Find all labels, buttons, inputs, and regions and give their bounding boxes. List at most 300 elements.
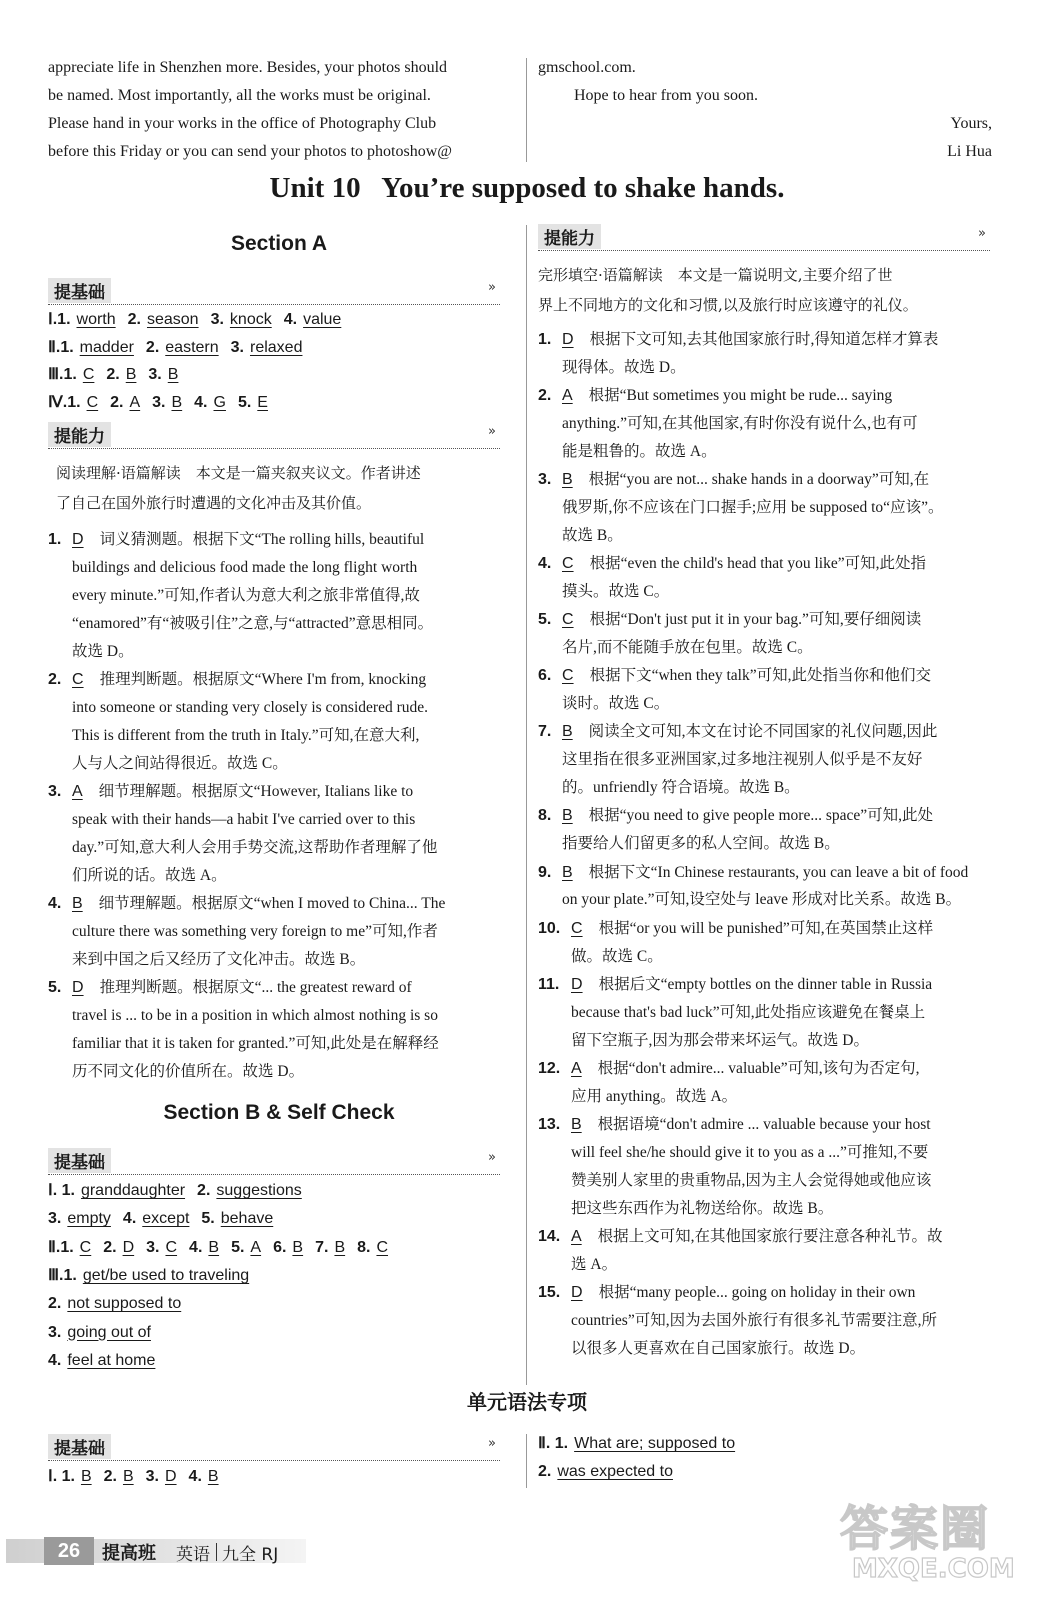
question-line (562, 522, 1000, 550)
answer-row (48, 1323, 151, 1343)
question-number: 3. (538, 471, 552, 489)
answer-row (538, 1462, 673, 1482)
answer-prefix: 2. (538, 1463, 552, 1480)
answer-choice: D (72, 979, 84, 997)
answer-value: G (213, 393, 226, 411)
question-line (562, 438, 1000, 466)
question-item (48, 778, 510, 890)
sec-b-ability-header (538, 226, 990, 251)
answer-prefix: Ⅲ.1. (48, 1266, 77, 1284)
footer-book: 提高班 (102, 1543, 156, 1564)
intro-line: 阅读理解·语篇解读 本文是一篇夹叙夹议文。作者讲述 (56, 464, 421, 482)
answer-choice: C (562, 555, 574, 573)
question-item (538, 382, 1000, 466)
answer-choice: A (562, 387, 573, 405)
answer-prefix: Ⅳ.1. (48, 393, 81, 411)
letter-signature: Li Hua (947, 143, 992, 160)
answer-choice: D (571, 1283, 583, 1301)
question-item (538, 662, 1000, 718)
answer-value: C (86, 393, 99, 411)
question-number: 4. (48, 895, 62, 913)
question-number: 2. (538, 387, 552, 405)
question-text: will feel she/he should give it to you as a ...”可推知,不要 (571, 1143, 929, 1161)
answer-choice: B (72, 895, 83, 913)
letter-closing: Yours, (950, 115, 992, 132)
question-item (538, 1055, 1000, 1111)
footer-grade: 九全 RJ (222, 1545, 279, 1565)
answer-number: 7. (315, 1238, 329, 1256)
question-number: 1. (538, 331, 552, 348)
answer-value: feel at home (67, 1351, 156, 1369)
question-text: 这里指在很多亚洲国家,过多地注视别人似乎是不友好 (562, 751, 923, 769)
sec-b-basics-label: 提基础 (48, 1148, 111, 1173)
question-number: 12. (538, 1059, 561, 1077)
question-line (571, 1111, 1000, 1139)
question-line (72, 722, 510, 750)
question-text: 历不同文化的价值所在。故选 D。 (72, 1063, 305, 1081)
question-text: buildings and delicious food made the long flight worth (72, 558, 418, 576)
question-item (538, 971, 1000, 1055)
footer (6, 1537, 306, 1565)
question-text: 根据“or you will be punished”可知,在英国禁止这样 (598, 919, 934, 937)
question-line (562, 578, 1000, 606)
question-line (571, 1251, 1000, 1279)
answer-value: C (165, 1238, 178, 1256)
question-line (562, 354, 1000, 382)
question-text: 阅读全文可知,本文在讨论不同国家的礼仪问题,因此 (588, 723, 938, 741)
chevron-right-icon: » (488, 280, 496, 295)
watermark (840, 1490, 1050, 1595)
answer-value: season (146, 311, 199, 328)
question-number: 6. (538, 667, 552, 685)
answer-number: 3. (148, 366, 162, 383)
question-line (571, 1055, 1000, 1083)
question-text: 赞美别人家里的贵重物品,因为主人会觉得她或他应该 (571, 1171, 932, 1189)
question-line (72, 526, 510, 554)
answer-value: madder (79, 338, 134, 356)
sec-a-basics-label: 提基础 (48, 278, 111, 303)
question-text: on your plate.”可知,设空处与 leave 形成对比关系。故选 B。 (562, 891, 962, 909)
answer-choice: C (571, 919, 583, 937)
question-line (72, 610, 510, 638)
question-number: 5. (48, 979, 62, 997)
question-line (72, 554, 510, 582)
answer-value: B (292, 1238, 304, 1256)
question-number: 5. (538, 611, 552, 629)
answer-number: 8. (357, 1238, 371, 1256)
question-text: into someone or standing very closely is considered rude. (72, 698, 428, 716)
watermark-url: MXQE.COM (852, 1554, 1015, 1584)
section-a-title: Section A (230, 232, 328, 255)
question-line (72, 694, 510, 722)
question-item (538, 606, 1000, 662)
question-text: 能是粗鲁的。故选 A。 (562, 442, 717, 460)
question-number: 10. (538, 919, 561, 937)
question-line (562, 410, 1000, 438)
question-text: 留下空瓶子,因为那会带来坏运气。故选 D。 (571, 1031, 869, 1049)
question-text: 故选 D。 (72, 642, 134, 660)
question-line (562, 774, 1000, 802)
question-number: 15. (538, 1283, 561, 1301)
question-line (571, 943, 1000, 971)
question-line (562, 859, 1000, 887)
question-line (72, 582, 510, 610)
answer-value: behave (220, 1210, 274, 1228)
question-item (538, 466, 1000, 550)
answer-choice: A (571, 1059, 582, 1077)
answer-choice: B (562, 807, 573, 825)
question-item (538, 1111, 1000, 1223)
answer-number: 5. (237, 393, 252, 411)
question-text: day.”可知,意大利人会用手势交流,这帮助作者理解了他 (72, 838, 438, 856)
answer-row (48, 310, 341, 330)
question-line (571, 915, 1000, 943)
answer-choice: B (562, 863, 573, 881)
question-item (538, 1223, 1000, 1279)
question-line (562, 550, 1000, 578)
answer-row (48, 365, 178, 385)
answer-number: 2. (127, 311, 141, 328)
top-left-text (48, 54, 510, 166)
question-line (571, 1335, 1000, 1363)
sec-a-ability-header (48, 424, 500, 449)
answer-row (48, 1181, 302, 1201)
grammar-basics-label: 提基础 (48, 1434, 111, 1459)
question-line (562, 718, 1000, 746)
question-text: 们所说的话。故选 A。 (72, 866, 227, 884)
question-line (72, 1058, 510, 1086)
question-number: 13. (538, 1115, 561, 1133)
answer-choice: C (562, 667, 574, 685)
answer-prefix: 2. (48, 1295, 62, 1313)
answer-choice: B (562, 723, 573, 741)
answer-value: granddaughter (80, 1182, 186, 1199)
answer-row (48, 1467, 219, 1487)
question-text: because that's bad luck”可知,此处指应该避免在餐桌上 (571, 1003, 926, 1021)
answer-prefix: Ⅰ.1. (48, 311, 71, 328)
top-left-line: before this Friday or you can send your photos to photoshow@ (48, 143, 453, 160)
answer-value: except (142, 1210, 190, 1228)
question-text: 根据“But sometimes you might be rude... saying (588, 387, 893, 405)
answer-prefix: Ⅱ. 1. (538, 1435, 569, 1452)
question-text: 故选 B。 (562, 526, 623, 544)
answer-choice: D (72, 531, 84, 548)
question-line (571, 1167, 1000, 1195)
answer-choice: C (562, 611, 574, 629)
question-item (538, 915, 1000, 971)
answer-row (538, 1434, 735, 1454)
answer-value: C (82, 366, 95, 383)
page-number: 26 (44, 1537, 94, 1565)
answer-number: 3. (210, 311, 224, 328)
question-number: 14. (538, 1227, 561, 1245)
question-text: 指要给人们留更多的私人空间。故选 B。 (562, 835, 840, 853)
answer-row (48, 1209, 273, 1229)
answer-prefix: Ⅰ. 1. (48, 1468, 75, 1485)
answer-value: empty (67, 1210, 111, 1228)
question-text: 根据下文可知,去其他国家旅行时,得知道怎样才算表 (589, 331, 939, 348)
answer-choice: A (571, 1227, 582, 1245)
question-text: 摸头。故选 C。 (562, 583, 670, 600)
answer-number: 3. (230, 338, 244, 356)
question-item (48, 526, 510, 666)
sec-a-basics-header (48, 280, 500, 305)
question-number: 2. (48, 671, 62, 688)
answer-value: relaxed (249, 338, 303, 356)
question-text: 根据下文“when they talk”可知,此处指当你和他们交 (589, 667, 931, 685)
question-text: speak with their hands—a habit I've carried over to this (72, 811, 416, 828)
answer-prefix: Ⅲ.1. (48, 366, 77, 383)
sec-a-ability-label: 提能力 (48, 422, 111, 447)
chevron-right-icon: » (978, 226, 986, 241)
answer-prefix: Ⅱ.1. (48, 1238, 74, 1256)
question-line (562, 690, 1000, 718)
question-line (562, 802, 1000, 830)
grammar-basics-header (48, 1436, 500, 1461)
question-line (562, 494, 1000, 522)
answer-row (48, 1294, 181, 1314)
question-text: 选 A。 (571, 1255, 618, 1273)
question-text: “enamored”有“被吸引住”之意,与“attracted”意思相同。 (72, 614, 434, 632)
question-text: 名片,而不能随手放在包里。故选 C。 (562, 639, 813, 657)
question-text: travel is ... to be in a position in which almost nothing is so (72, 1007, 438, 1025)
question-line (562, 634, 1000, 662)
question-text: This is different from the truth in Italy.”可知,在意大利, (72, 726, 420, 744)
answer-choice: B (562, 471, 573, 489)
top-right-line1: gmschool.com. (538, 59, 636, 76)
answer-value: suggestions (216, 1182, 302, 1199)
answer-prefix: 4. (48, 1351, 62, 1369)
question-number: 3. (48, 783, 62, 801)
grammar-divider (526, 1434, 527, 1488)
answer-number: 3. (146, 1238, 160, 1256)
answer-value: A (129, 393, 141, 411)
answer-value: B (80, 1468, 92, 1485)
question-text: 俄罗斯,你不应该在门口握手;应用 be supposed to“应该”。 (562, 499, 944, 516)
grammar-title: 单元语法专项 (467, 1390, 587, 1414)
question-line (571, 1139, 1000, 1167)
question-line (571, 971, 1000, 999)
answer-number: 2. (145, 338, 160, 356)
question-number: 4. (538, 555, 552, 573)
question-text: 应用 anything。故选 A。 (571, 1087, 738, 1105)
question-text: 推理判断题。根据原文“Where I'm from, knocking (99, 671, 427, 688)
answer-number: 2. (110, 393, 124, 411)
question-line (72, 750, 510, 778)
question-text: familiar that it is taken for granted.”可知,此处是在解释经 (72, 1035, 439, 1053)
question-line (562, 466, 1000, 494)
answer-value: going out of (67, 1323, 151, 1341)
question-text: 现得体。故选 D。 (562, 358, 686, 376)
top-left-line: Please hand in your works in the office of Photography Club (48, 115, 437, 132)
question-line (72, 862, 510, 890)
section-b-title: Section B & Self Check (163, 1101, 395, 1124)
answer-value: E (257, 393, 268, 411)
question-text: 根据上文可知,在其他国家旅行要注意各种礼节。故 (597, 1227, 943, 1245)
question-item (538, 859, 1000, 915)
question-text: 根据“you are not... shake hands in a doorway”可知,在 (588, 471, 930, 489)
answer-number: 2. (103, 1238, 117, 1256)
answer-choice: A (72, 783, 83, 801)
question-line (72, 834, 510, 862)
question-text: 人与人之间站得很近。故选 C。 (72, 754, 288, 772)
question-line (72, 638, 510, 666)
answer-number: 4. (189, 1238, 203, 1256)
question-text: 来到中国之后又经历了文化冲击。故选 B。 (72, 951, 366, 968)
question-number: 9. (538, 863, 552, 881)
question-text: 以很多人更喜欢在自己国家旅行。故选 D。 (571, 1339, 866, 1357)
question-text: 推理判断题。根据原文“... the greatest reward of (99, 979, 412, 997)
question-text: culture there was something very foreign to me”可知,作者 (72, 923, 438, 941)
question-text: 的。unfriendly 符合语境。故选 B。 (562, 779, 800, 797)
top-left-line: appreciate life in Shenzhen more. Besides, your photos should (48, 59, 448, 76)
question-line (562, 606, 1000, 634)
question-text: 细节理解题。根据原文“However, Italians like to (98, 783, 414, 801)
question-number: 11. (538, 975, 560, 993)
answer-value: B (167, 366, 179, 383)
answer-number: 4. (188, 1468, 202, 1485)
question-line (562, 382, 1000, 410)
sec-b-ability-label: 提能力 (538, 224, 601, 249)
intro-line: 完形填空·语篇解读 本文是一篇说明文,主要介绍了世 (538, 266, 893, 284)
answer-value: C (376, 1238, 389, 1256)
answer-value: C (79, 1238, 92, 1256)
question-line (562, 746, 1000, 774)
question-number: 7. (538, 723, 552, 741)
question-line (72, 778, 510, 806)
sec-a-intro (56, 458, 506, 518)
answer-number: 5. (231, 1238, 245, 1256)
answer-value: worth (76, 311, 116, 328)
top-divider (526, 58, 527, 162)
question-text: 把这些东西作为礼物送给你。故选 B。 (571, 1199, 834, 1217)
question-text: 细节理解题。根据原文“when I moved to China... The (98, 895, 446, 913)
sec-b-intro (538, 260, 998, 320)
question-text: 根据“Don't just put it in your bag.”可知,要仔细阅读 (589, 611, 922, 629)
answer-choice: C (72, 671, 84, 688)
answer-prefix: 3. (48, 1210, 62, 1228)
chevron-right-icon: » (488, 1436, 496, 1451)
answer-row (48, 338, 302, 358)
answer-value: not supposed to (67, 1295, 182, 1313)
question-text: 词义猜测题。根据下文“The rolling hills, beautiful (99, 531, 425, 548)
question-line (562, 662, 1000, 690)
top-right-text (538, 54, 998, 166)
question-line (72, 666, 510, 694)
answer-value: get/be used to traveling (82, 1266, 250, 1284)
answer-number: 4. (122, 1210, 137, 1228)
question-text: 根据语境“don't admire ... valuable because your host (597, 1115, 931, 1133)
answer-value: B (207, 1468, 219, 1485)
question-line (72, 806, 510, 834)
answer-row (48, 1238, 388, 1258)
top-right-line2: Hope to hear from you soon. (574, 87, 758, 104)
question-item (48, 890, 510, 974)
answer-value: eastern (165, 338, 219, 356)
answer-value: was expected to (557, 1463, 673, 1480)
question-line (571, 1027, 1000, 1055)
answer-choice: D (571, 975, 583, 993)
sec-b-basics-header (48, 1150, 500, 1175)
answer-value: A (250, 1238, 262, 1256)
question-text: 根据“you need to give people more... space”可知,此处 (588, 807, 934, 825)
chevron-right-icon: » (488, 1150, 496, 1165)
question-text: every minute.”可知,作者认为意大利之旅非常值得,故 (72, 586, 420, 604)
question-line (72, 918, 510, 946)
chevron-right-icon: » (488, 424, 496, 439)
question-text: 谈时。故选 C。 (562, 695, 670, 713)
question-item (48, 666, 510, 778)
answer-number: 4. (283, 311, 298, 328)
column-divider (526, 225, 527, 1385)
question-item (538, 802, 1000, 858)
question-item (538, 326, 1000, 382)
question-text: 根据“even the child's head that you like”可知,此处指 (589, 555, 926, 573)
answer-prefix: Ⅰ. 1. (48, 1182, 75, 1199)
question-text: countries”可知,因为去国外旅行有很多礼节需要注意,所 (571, 1311, 937, 1329)
question-line (571, 1223, 1000, 1251)
answer-value: B (125, 366, 137, 383)
question-item (538, 1279, 1000, 1363)
answer-value: value (303, 311, 342, 328)
answer-choice: D (562, 331, 574, 348)
question-line (562, 830, 1000, 858)
question-line (571, 1083, 1000, 1111)
question-text: 根据“many people... going on holiday in their own (598, 1283, 916, 1301)
question-line (72, 890, 510, 918)
question-line (72, 1002, 510, 1030)
answer-row (48, 1351, 155, 1371)
answer-row (48, 393, 268, 413)
answer-prefix: 3. (48, 1323, 62, 1341)
answer-number: 6. (273, 1238, 287, 1256)
watermark-logo: 答案圈 (840, 1501, 991, 1557)
question-number: 8. (538, 807, 552, 825)
answer-value: B (334, 1238, 346, 1256)
answer-value: D (122, 1238, 135, 1256)
question-line (571, 1195, 1000, 1223)
answer-value: B (122, 1468, 134, 1485)
question-line (571, 1279, 1000, 1307)
footer-subject: 英语 (176, 1545, 210, 1565)
question-text: anything.”可知,在其他国家,有时你没有说什么,也有可 (562, 415, 918, 432)
answer-number: 4. (194, 393, 208, 411)
question-line (571, 999, 1000, 1027)
answer-number: 2. (106, 366, 120, 383)
unit-title: Unit 10 You’re supposed to shake hands. (269, 172, 785, 204)
answer-value: knock (229, 311, 272, 328)
answer-number: 3. (145, 1468, 159, 1485)
question-text: 根据“don't admire... valuable”可知,该句为否定句, (597, 1059, 920, 1077)
question-line (72, 946, 510, 974)
top-left-line: be named. Most importantly, all the works must be original. (48, 87, 431, 104)
question-line (562, 886, 1000, 914)
answer-value: What are; supposed to (574, 1435, 736, 1452)
question-number: 1. (48, 531, 62, 548)
answer-value: B (171, 393, 183, 411)
answer-row (48, 1266, 249, 1286)
question-text: 做。故选 C。 (571, 947, 663, 965)
intro-line: 界上不同地方的文化和习惯,以及旅行时应该遵守的礼仪。 (538, 296, 918, 314)
footer-sep (216, 1543, 217, 1561)
question-line (571, 1307, 1000, 1335)
answer-number: 3. (152, 393, 166, 411)
answer-number: 2. (103, 1468, 117, 1485)
intro-line: 了自己在国外旅行时遭遇的文化冲击及其价值。 (56, 494, 372, 512)
question-text: 根据下文“In Chinese restaurants, you can leave a bit of food (588, 863, 969, 881)
answer-prefix: Ⅱ.1. (48, 338, 74, 356)
answer-value: B (208, 1238, 220, 1256)
